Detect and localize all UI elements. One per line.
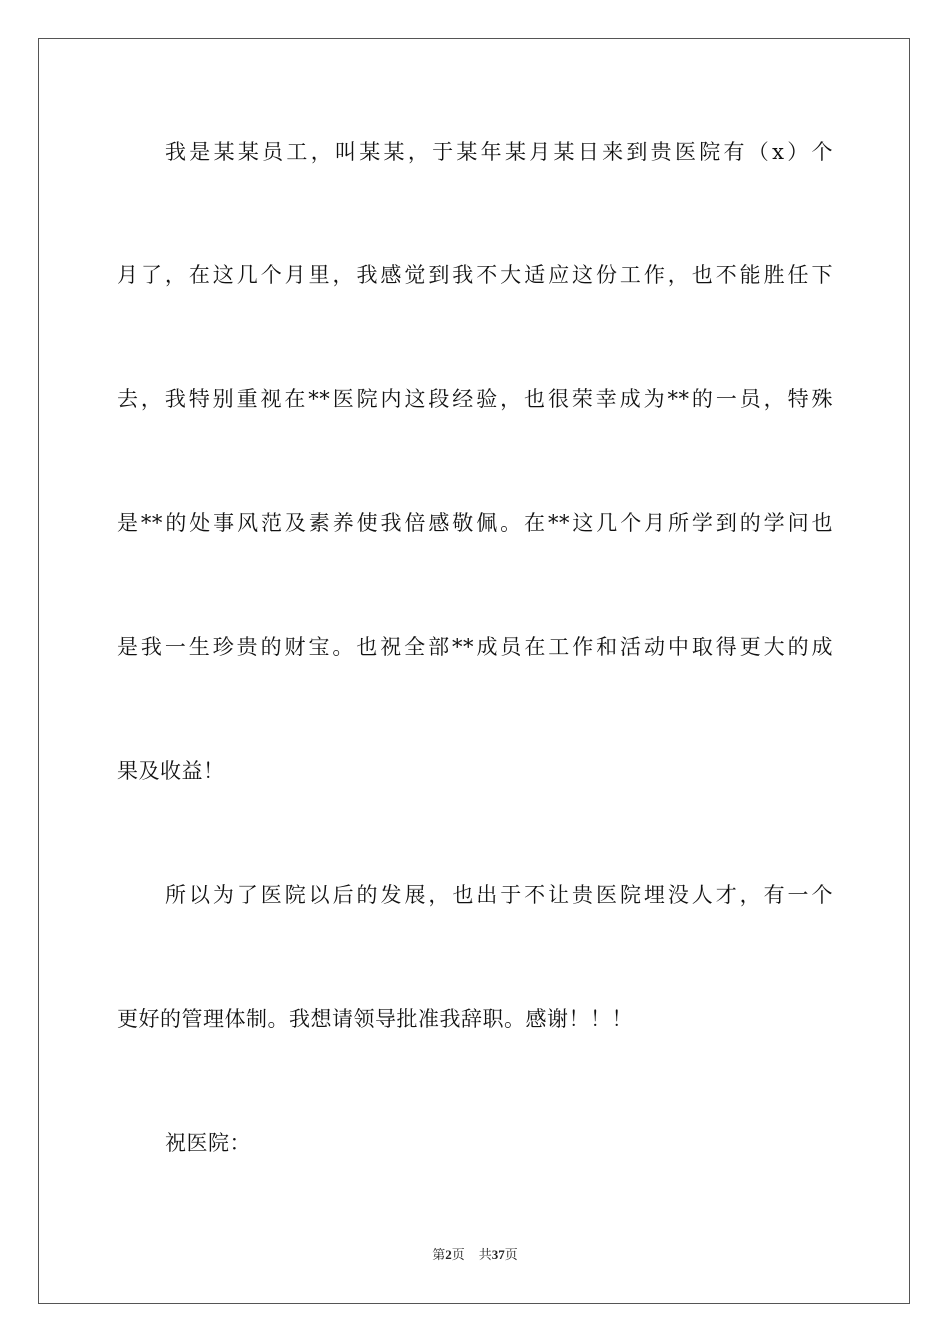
paragraph-1-line-5: 是我一生珍贵的财宝。也祝全部**成员在工作和活动中取得更大的成 xyxy=(117,635,833,659)
paragraph-2-line-1: 所以为了医院以后的发展，也出于不让贵医院埋没人才，有一个 xyxy=(165,883,833,907)
footer-page-suffix: 页 xyxy=(451,1247,465,1262)
paragraph-1-line-1: 我是某某员工，叫某某，于某年某月某日来到贵医院有（x）个 xyxy=(165,140,833,164)
paragraph-1-line-4: 是**的处事风范及素养使我倍感敬佩。在**这几个月所学到的学问也 xyxy=(117,511,833,535)
paragraph-1-line-3: 去，我特别重视在**医院内这段经验，也很荣幸成为**的一员，特殊 xyxy=(117,387,833,411)
paragraph-2-line-2: 更好的管理体制。我想请领导批准我辞职。感谢！！！ xyxy=(117,1007,633,1031)
page-border xyxy=(38,38,910,1304)
footer-total-suffix: 页 xyxy=(504,1247,518,1262)
closing-salutation: 祝医院： xyxy=(165,1131,251,1155)
paragraph-1-line-6: 果及收益！ xyxy=(117,759,225,783)
paragraph-1-line-2: 月了，在这几个月里，我感觉到我不大适应这份工作，也不能胜任下 xyxy=(117,263,833,287)
footer-page-prefix: 第 xyxy=(432,1247,446,1262)
page-footer xyxy=(0,1246,950,1264)
footer-page-number: 2 xyxy=(445,1247,452,1262)
footer-total-prefix: 共 xyxy=(478,1247,492,1262)
footer-total-number: 37 xyxy=(491,1247,505,1262)
